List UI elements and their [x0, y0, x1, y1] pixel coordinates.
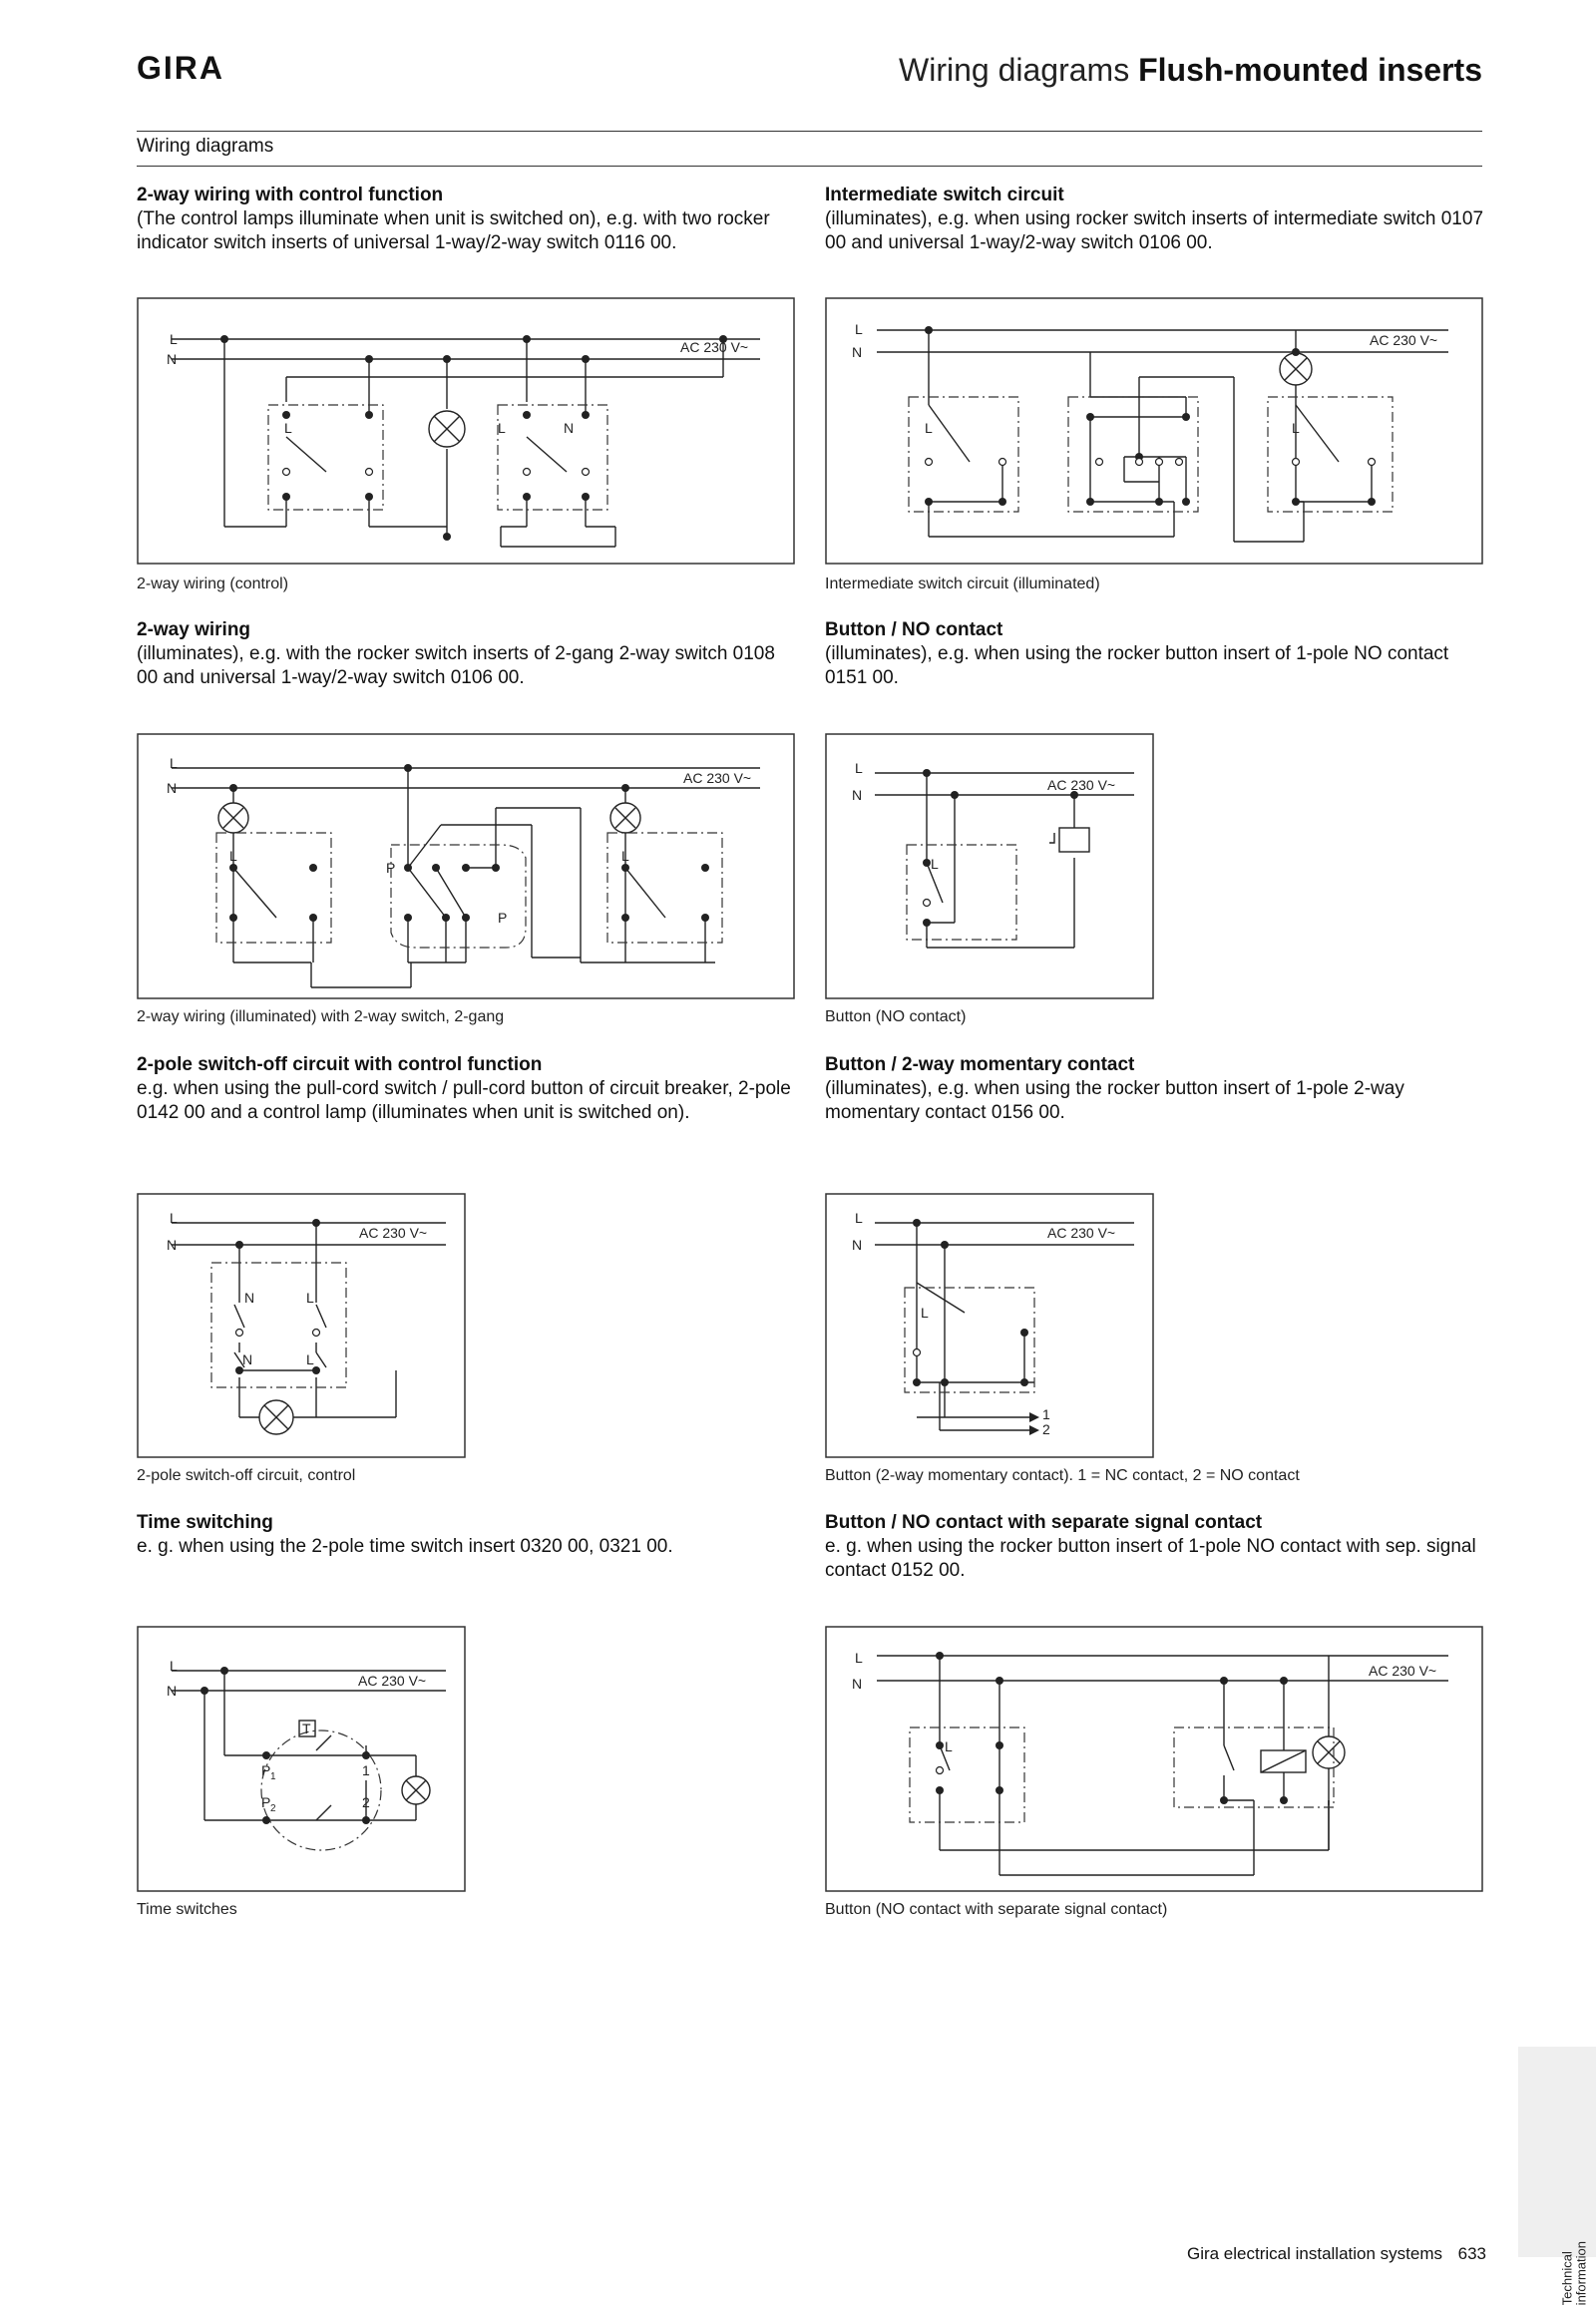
- label-line: L: [170, 1658, 178, 1674]
- caption: Button (NO contact): [825, 1008, 967, 1025]
- page-title: [899, 52, 1482, 89]
- label-neutral: N: [167, 351, 178, 367]
- label-two: 2: [362, 1794, 370, 1810]
- block-desc: (illuminates), e.g. when using rocker switch inserts of intermediate switch 0107 00 and universal 1-way/2-way switch 0106 00.: [825, 208, 1484, 253]
- diagram-2way-control: [137, 297, 795, 565]
- block-button-no: [825, 618, 1483, 690]
- label-line: L: [170, 1210, 178, 1226]
- side-tab-label: [1560, 2241, 1588, 2305]
- label-supply: AC 230 V~: [683, 770, 752, 786]
- block-button-2way: [825, 1053, 1483, 1125]
- block-2way-control: [137, 184, 795, 255]
- side-tab-line2: information: [1573, 2241, 1588, 2305]
- label-neutral: N: [852, 1237, 863, 1253]
- label-neutral: N: [852, 1676, 863, 1692]
- caption: Time switches: [137, 1901, 237, 1918]
- block-desc: (illuminates), e.g. when using the rocker button insert of 1-pole NO contact 0151 00.: [825, 643, 1449, 688]
- label-supply: AC 230 V~: [1047, 777, 1116, 793]
- label-line: L: [931, 856, 939, 872]
- label-one: 1: [362, 1762, 370, 1778]
- label-p2-sub: 2: [270, 1803, 276, 1814]
- label-neutral: N: [564, 420, 575, 436]
- block-title: Button / 2-way momentary contact: [825, 1054, 1135, 1075]
- caption: 2-way wiring (control): [137, 576, 289, 592]
- block-title: 2-pole switch-off circuit with control function: [137, 1054, 543, 1075]
- diagram-button-2way: [825, 1193, 1154, 1458]
- label-line: L: [1292, 420, 1300, 436]
- label-neutral: N: [167, 1237, 178, 1253]
- label-supply: AC 230 V~: [680, 339, 749, 355]
- label-line: L: [498, 420, 506, 436]
- diagram-time-switch: [137, 1626, 466, 1892]
- block-title: Intermediate switch circuit: [825, 185, 1064, 205]
- label-p2: P: [261, 1794, 271, 1810]
- page-title-light: Wiring diagrams: [899, 52, 1130, 88]
- label-push: P: [498, 910, 508, 926]
- label-one: 1: [1042, 1406, 1050, 1422]
- diagram-2pole: [137, 1193, 466, 1458]
- label-line: L: [855, 321, 863, 337]
- section-title: Wiring diagrams: [137, 136, 274, 157]
- caption: Button (2-way momentary contact). 1 = NC contact, 2 = NO contact: [825, 1467, 1300, 1484]
- block-title: 2-way wiring with control function: [137, 185, 444, 205]
- block-title: Button / NO contact: [825, 619, 1003, 640]
- label-neutral: N: [242, 1351, 253, 1367]
- block-button-signal: [825, 1511, 1483, 1583]
- label-supply: AC 230 V~: [358, 1673, 427, 1689]
- footer-text: Gira electrical installation systems: [1186, 2244, 1442, 2263]
- label-p1: P: [261, 1762, 271, 1778]
- block-title: 2-way wiring: [137, 619, 251, 640]
- label-line: L: [170, 755, 178, 771]
- caption: Button (NO contact with separate signal contact): [825, 1901, 1168, 1918]
- page-title-bold: Flush-mounted inserts: [1138, 52, 1482, 88]
- label-neutral: N: [167, 1683, 178, 1699]
- label-line: L: [855, 760, 863, 776]
- block-title: Button / NO contact with separate signal contact: [825, 1512, 1263, 1533]
- block-desc: e. g. when using the rocker button insert of 1-pole NO contact with sep. signal contact 0152 00.: [825, 1536, 1476, 1581]
- label-neutral: N: [852, 344, 863, 360]
- block-desc: (illuminates), e.g. with the rocker switch inserts of 2-gang 2-way switch 0108 00 and universal 1-way/2-way switch 0106 00.: [137, 643, 775, 688]
- top-rule: [137, 131, 1482, 132]
- block-intermediate: [825, 184, 1483, 255]
- block-desc: (The control lamps illuminate when unit is switched on), e.g. with two rocker indicator switch inserts of universal 1-way/2-way switch 0116 00.: [137, 208, 770, 253]
- label-supply: AC 230 V~: [1369, 1663, 1437, 1679]
- block-2way: [137, 618, 795, 690]
- block-desc: e. g. when using the 2-pole time switch insert 0320 00, 0321 00.: [137, 1536, 673, 1557]
- label-supply: AC 230 V~: [359, 1225, 428, 1241]
- diagram-button-no: [825, 733, 1154, 999]
- label-line: L: [229, 848, 237, 864]
- label-line: L: [170, 331, 178, 347]
- label-neutral: N: [167, 780, 178, 796]
- section-rule: [137, 166, 1482, 167]
- label-supply: AC 230 V~: [1370, 332, 1438, 348]
- block-desc: e.g. when using the pull-cord switch / pull-cord button of circuit breaker, 2-pole 0142 00 and a control lamp (illuminates when unit is switched on).: [137, 1078, 791, 1123]
- page-number: 633: [1457, 2244, 1486, 2263]
- label-supply: AC 230 V~: [1047, 1225, 1116, 1241]
- caption: Intermediate switch circuit (illuminated): [825, 576, 1100, 592]
- label-line: L: [855, 1210, 863, 1226]
- diagram-2way-illuminated: [137, 733, 795, 999]
- caption: 2-pole switch-off circuit, control: [137, 1467, 356, 1484]
- block-desc: (illuminates), e.g. when using the rocker button insert of 1-pole 2-way momentary contact 0156 00.: [825, 1078, 1404, 1123]
- brand-logo: GIRA: [137, 50, 224, 86]
- diagram-intermediate: [825, 297, 1483, 565]
- label-line: L: [925, 420, 933, 436]
- label-two: 2: [1042, 1421, 1050, 1437]
- caption: 2-way wiring (illuminated) with 2-way switch, 2-gang: [137, 1008, 505, 1025]
- label-neutral: N: [852, 787, 863, 803]
- label-line: L: [306, 1351, 314, 1367]
- label-line: L: [945, 1738, 953, 1754]
- label-line: L: [921, 1305, 929, 1321]
- label-timer: T: [302, 1721, 311, 1736]
- block-2pole: [137, 1053, 795, 1125]
- label-push: P: [386, 860, 396, 876]
- label-line: L: [621, 848, 629, 864]
- label-line: L: [855, 1650, 863, 1666]
- label-line: L: [284, 420, 292, 436]
- side-tab-line1: Technical: [1559, 2251, 1574, 2305]
- label-neutral: N: [244, 1290, 255, 1306]
- diagram-button-signal: [825, 1626, 1483, 1892]
- side-tab: [1518, 2047, 1596, 2305]
- label-line: L: [306, 1290, 314, 1306]
- label-p1-sub: 1: [270, 1771, 276, 1782]
- block-time: [137, 1511, 795, 1559]
- block-title: Time switching: [137, 1512, 273, 1533]
